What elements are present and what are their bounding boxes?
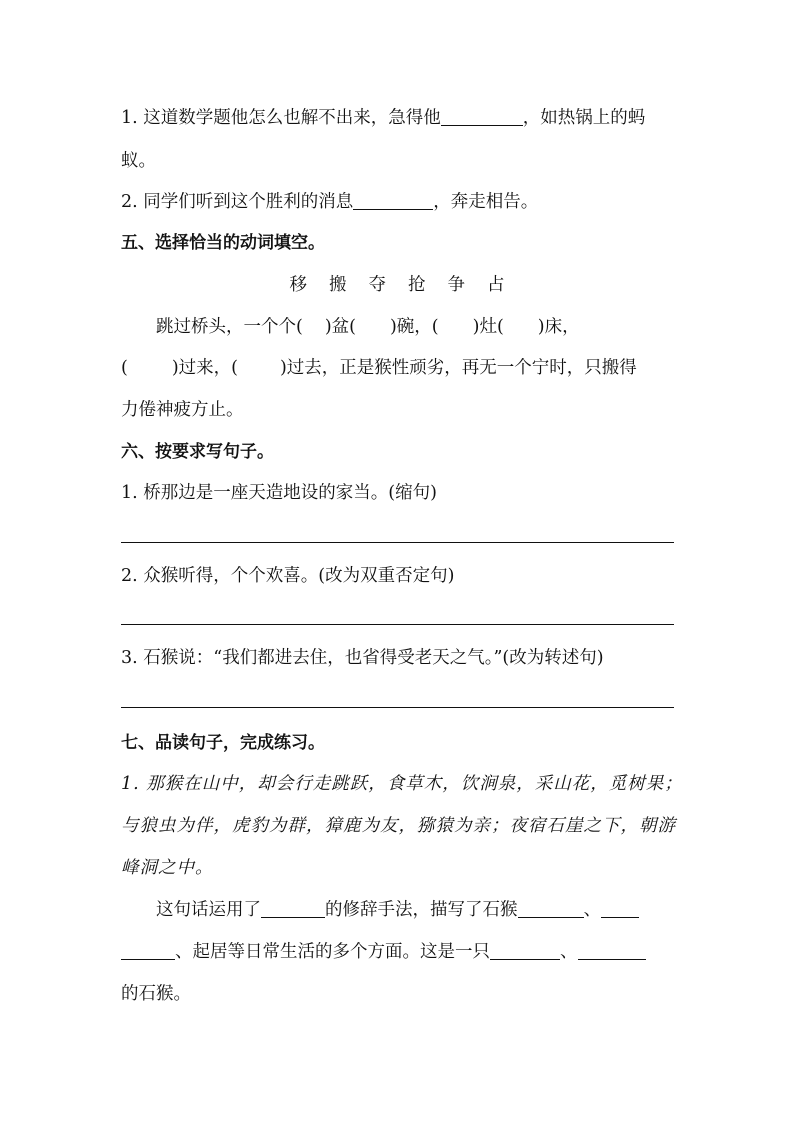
q5-text: )灶( bbox=[472, 317, 504, 337]
q4-item1-text-b: ，如热锅上的蚂 bbox=[522, 108, 646, 128]
q5-text: )床， bbox=[537, 317, 580, 337]
word-bank-item: 抢 bbox=[408, 275, 426, 295]
q7-text: 、 bbox=[583, 900, 601, 920]
q7-exercise-line3: 的石猴。 bbox=[121, 984, 191, 1004]
q7-blank-trait-2[interactable] bbox=[578, 941, 646, 960]
word-bank-item: 占 bbox=[487, 275, 505, 295]
q5-line3: 力倦神疲方止。 bbox=[121, 400, 244, 420]
q7-exercise-line1 bbox=[121, 897, 716, 923]
q5-text: 跳过桥头，一个个( bbox=[156, 317, 303, 337]
q7-text: 的修辞手法，描写了石猴 bbox=[325, 900, 518, 920]
q5-text: )过去，正是猴性顽劣，再无一个宁时，只搬得 bbox=[279, 358, 637, 378]
q5-line2 bbox=[121, 355, 681, 381]
word-bank-item: 夺 bbox=[368, 275, 386, 295]
q4-item2-line bbox=[121, 189, 681, 215]
q7-blank-aspect-2a[interactable] bbox=[601, 899, 639, 918]
q4-item1-text-a: 1. 这道数学题他怎么也解不出来，急得他 bbox=[121, 108, 441, 128]
q6-answer-line-1[interactable] bbox=[121, 542, 674, 543]
q5-word-bank bbox=[0, 272, 794, 298]
q7-heading: 七、品读句子，完成练习。 bbox=[121, 733, 325, 753]
q6-heading: 六、按要求写句子。 bbox=[121, 442, 274, 462]
q4-item1-text-c: 蚁。 bbox=[121, 151, 156, 171]
q7-exercise-line2 bbox=[121, 939, 681, 965]
q4-item1-line1 bbox=[121, 105, 681, 131]
q4-item2-blank[interactable] bbox=[353, 191, 433, 210]
q5-heading: 五、选择恰当的动词填空。 bbox=[121, 233, 325, 253]
q7-passage-line3: 峰洞之中。 bbox=[121, 858, 214, 878]
q6-answer-line-2[interactable] bbox=[121, 624, 674, 625]
q7-blank-aspect-2b[interactable] bbox=[121, 941, 175, 960]
q6-item1: 1. 桥那边是一座天造地设的家当。(缩句) bbox=[121, 483, 437, 503]
q7-text: 这句话运用了 bbox=[156, 900, 261, 920]
word-bank-item: 搬 bbox=[329, 275, 347, 295]
q5-text: )碗，( bbox=[389, 317, 439, 337]
q6-item2: 2. 众猴听得，个个欢喜。(改为双重否定句) bbox=[121, 566, 455, 586]
q7-passage-line2: 与狼虫为伴，虎豹为群，獐鹿为友，猕猿为亲；夜宿石崖之下，朝游 bbox=[121, 816, 676, 836]
q5-text: )盆( bbox=[324, 317, 356, 337]
q7-text: 、 bbox=[560, 942, 578, 962]
q7-blank-trait-1[interactable] bbox=[490, 941, 560, 960]
q7-blank-rhetoric[interactable] bbox=[261, 899, 325, 918]
q6-item3: 3. 石猴说：“我们都进去住，也省得受老天之气。”(改为转述句) bbox=[121, 648, 604, 668]
q6-answer-line-3[interactable] bbox=[121, 707, 674, 708]
q7-blank-aspect-1[interactable] bbox=[518, 899, 584, 918]
q5-text: )过来，( bbox=[171, 358, 238, 378]
q7-passage-line1: 1. 那猴在山中，却会行走跳跃，食草木，饮涧泉，采山花，觅树果； bbox=[121, 774, 683, 794]
q4-item2-text-b: ，奔走相告。 bbox=[433, 192, 539, 212]
q4-item2-text-a: 2. 同学们听到这个胜利的消息 bbox=[121, 192, 354, 212]
q4-item1-blank[interactable] bbox=[441, 107, 523, 126]
q4-item1-line2 bbox=[121, 148, 681, 174]
word-bank-item: 移 bbox=[289, 275, 307, 295]
q5-line1 bbox=[121, 314, 716, 340]
q7-text: 、起居等日常生活的多个方面。这是一只 bbox=[175, 942, 490, 962]
q5-text: ( bbox=[121, 358, 128, 378]
word-bank-item: 争 bbox=[447, 275, 465, 295]
